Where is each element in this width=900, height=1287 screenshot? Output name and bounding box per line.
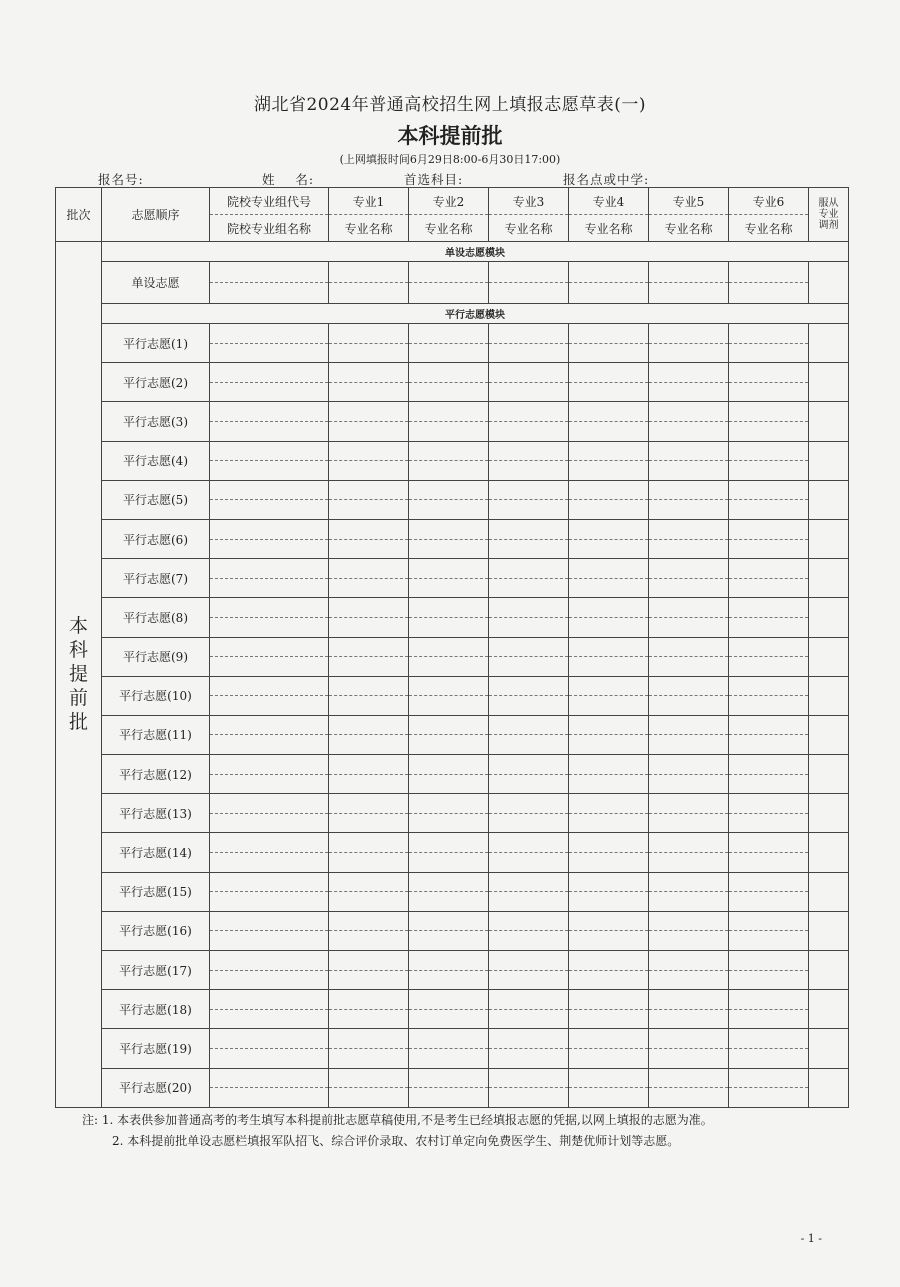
parallel-major-6-cell[interactable] <box>729 559 809 598</box>
parallel-adjust-cell[interactable] <box>809 637 849 676</box>
parallel-major-5-cell[interactable] <box>649 559 729 598</box>
single-module-heading: 单设志愿模块 <box>102 242 849 262</box>
group-code-header: 院校专业组代号 <box>210 188 329 215</box>
parallel-module-row <box>56 304 849 324</box>
parallel-major-6-cell[interactable] <box>729 1029 809 1068</box>
parallel-major-2-cell[interactable] <box>409 1029 489 1068</box>
parallel-major-4-cell[interactable] <box>569 324 649 363</box>
parallel-major-5-cell[interactable] <box>649 911 729 950</box>
parallel-major-1-cell[interactable] <box>329 872 409 911</box>
parallel-major-6-cell[interactable] <box>729 402 809 441</box>
parallel-major-1-cell[interactable] <box>329 951 409 990</box>
parallel-major-3-cell[interactable] <box>489 363 569 402</box>
parallel-major-4-cell[interactable] <box>569 637 649 676</box>
parallel-volunteer-label: 平行志愿(14) <box>102 833 210 872</box>
parallel-major-2-cell[interactable] <box>409 755 489 794</box>
parallel-major-3-cell[interactable] <box>489 715 569 754</box>
parallel-volunteer-row <box>56 911 849 950</box>
major-1-name-header: 专业名称 <box>329 215 409 242</box>
parallel-volunteer-row <box>56 990 849 1029</box>
parallel-major-2-cell[interactable] <box>409 676 489 715</box>
parallel-adjust-cell[interactable] <box>809 755 849 794</box>
parallel-major-2-cell[interactable] <box>409 1068 489 1107</box>
adjustment-header <box>809 188 849 242</box>
parallel-major-2-cell[interactable] <box>409 794 489 833</box>
parallel-adjust-cell[interactable] <box>809 324 849 363</box>
parallel-adjust-cell[interactable] <box>809 872 849 911</box>
single-major-2-cell[interactable] <box>409 262 489 304</box>
parallel-adjust-cell[interactable] <box>809 519 849 558</box>
first-subject-label: 首选科目: <box>404 172 464 187</box>
major-3-name-header: 专业名称 <box>489 215 569 242</box>
parallel-major-3-cell[interactable] <box>489 872 569 911</box>
parallel-group-cell[interactable] <box>210 911 329 950</box>
parallel-major-2-cell[interactable] <box>409 441 489 480</box>
major-6-name-header: 专业名称 <box>729 215 809 242</box>
parallel-volunteer-row <box>56 872 849 911</box>
major-2-name-header: 专业名称 <box>409 215 489 242</box>
parallel-adjust-cell[interactable] <box>809 715 849 754</box>
parallel-major-2-cell[interactable] <box>409 598 489 637</box>
parallel-major-6-cell[interactable] <box>729 480 809 519</box>
parallel-adjust-cell[interactable] <box>809 363 849 402</box>
parallel-group-cell[interactable] <box>210 363 329 402</box>
parallel-volunteer-row <box>56 363 849 402</box>
major-4-header: 专业4 <box>569 188 649 215</box>
parallel-volunteer-label: 平行志愿(20) <box>102 1068 210 1107</box>
parallel-volunteer-row <box>56 637 849 676</box>
parallel-major-3-cell[interactable] <box>489 951 569 990</box>
parallel-major-1-cell[interactable] <box>329 559 409 598</box>
parallel-major-4-cell[interactable] <box>569 1029 649 1068</box>
parallel-major-6-cell[interactable] <box>729 951 809 990</box>
parallel-major-1-cell[interactable] <box>329 598 409 637</box>
parallel-volunteer-label: 平行志愿(16) <box>102 911 210 950</box>
parallel-major-2-cell[interactable] <box>409 715 489 754</box>
name-label: 姓 名: <box>262 172 315 187</box>
parallel-major-1-cell[interactable] <box>329 676 409 715</box>
parallel-major-3-cell[interactable] <box>489 324 569 363</box>
parallel-major-6-cell[interactable] <box>729 755 809 794</box>
parallel-group-cell[interactable] <box>210 676 329 715</box>
parallel-volunteer-label: 平行志愿(5) <box>102 480 210 519</box>
parallel-major-4-cell[interactable] <box>569 519 649 558</box>
parallel-major-1-cell[interactable] <box>329 441 409 480</box>
parallel-major-5-cell[interactable] <box>649 715 729 754</box>
parallel-major-6-cell[interactable] <box>729 598 809 637</box>
parallel-major-3-cell[interactable] <box>489 441 569 480</box>
parallel-adjust-cell[interactable] <box>809 559 849 598</box>
group-name-header: 院校专业组名称 <box>210 215 329 242</box>
parallel-major-4-cell[interactable] <box>569 363 649 402</box>
parallel-adjust-cell[interactable] <box>809 1029 849 1068</box>
filling-time-note: (上网填报时间6月29日8:00-6月30日17:00) <box>339 153 561 166</box>
parallel-major-5-cell[interactable] <box>649 441 729 480</box>
parallel-major-2-cell[interactable] <box>409 402 489 441</box>
parallel-major-5-cell[interactable] <box>649 363 729 402</box>
parallel-volunteer-label: 平行志愿(10) <box>102 676 210 715</box>
single-module-row <box>56 242 849 262</box>
parallel-major-3-cell[interactable] <box>489 480 569 519</box>
parallel-major-3-cell[interactable] <box>489 676 569 715</box>
parallel-volunteer-row <box>56 324 849 363</box>
parallel-group-cell[interactable] <box>210 441 329 480</box>
parallel-volunteer-row <box>56 559 849 598</box>
parallel-major-3-cell[interactable] <box>489 1068 569 1107</box>
parallel-major-6-cell[interactable] <box>729 911 809 950</box>
parallel-major-2-cell[interactable] <box>409 637 489 676</box>
major-3-header: 专业3 <box>489 188 569 215</box>
parallel-major-5-cell[interactable] <box>649 755 729 794</box>
parallel-major-1-cell[interactable] <box>329 990 409 1029</box>
parallel-major-4-cell[interactable] <box>569 833 649 872</box>
single-major-5-cell[interactable] <box>649 262 729 304</box>
header-row-top <box>56 188 849 215</box>
single-major-3-cell[interactable] <box>489 262 569 304</box>
parallel-volunteer-label: 平行志愿(17) <box>102 951 210 990</box>
parallel-volunteer-label: 平行志愿(18) <box>102 990 210 1029</box>
parallel-volunteer-label: 平行志愿(15) <box>102 872 210 911</box>
parallel-adjust-cell[interactable] <box>809 676 849 715</box>
parallel-major-6-cell[interactable] <box>729 676 809 715</box>
parallel-group-cell[interactable] <box>210 755 329 794</box>
parallel-group-cell[interactable] <box>210 990 329 1029</box>
parallel-major-4-cell[interactable] <box>569 990 649 1029</box>
parallel-volunteer-row <box>56 794 849 833</box>
note-2: 2. 本科提前批单设志愿栏填报军队招飞、综合评价录取、农村订单定向免费医学生、荆楚优师计划等志愿。 <box>112 1134 680 1148</box>
volunteer-form-table <box>55 187 849 1108</box>
batch-char-2: 科 <box>68 639 88 662</box>
parallel-major-6-cell[interactable] <box>729 794 809 833</box>
parallel-major-1-cell[interactable] <box>329 794 409 833</box>
parallel-major-3-cell[interactable] <box>489 755 569 794</box>
parallel-major-4-cell[interactable] <box>569 872 649 911</box>
parallel-major-4-cell[interactable] <box>569 402 649 441</box>
parallel-major-6-cell[interactable] <box>729 872 809 911</box>
major-1-header: 专业1 <box>329 188 409 215</box>
parallel-major-5-cell[interactable] <box>649 872 729 911</box>
parallel-volunteer-label: 平行志愿(1) <box>102 324 210 363</box>
parallel-major-5-cell[interactable] <box>649 598 729 637</box>
parallel-adjust-cell[interactable] <box>809 990 849 1029</box>
parallel-major-2-cell[interactable] <box>409 911 489 950</box>
parallel-major-5-cell[interactable] <box>649 519 729 558</box>
parallel-major-4-cell[interactable] <box>569 715 649 754</box>
parallel-major-5-cell[interactable] <box>649 990 729 1029</box>
parallel-major-6-cell[interactable] <box>729 715 809 754</box>
parallel-volunteer-row <box>56 715 849 754</box>
batch-subtitle: 本科提前批 <box>397 124 503 148</box>
parallel-major-1-cell[interactable] <box>329 480 409 519</box>
parallel-group-cell[interactable] <box>210 715 329 754</box>
parallel-major-5-cell[interactable] <box>649 951 729 990</box>
batch-header: 批次 <box>56 188 102 242</box>
parallel-major-5-cell[interactable] <box>649 1029 729 1068</box>
parallel-group-cell[interactable] <box>210 1068 329 1107</box>
parallel-major-6-cell[interactable] <box>729 1068 809 1107</box>
major-4-name-header: 专业名称 <box>569 215 649 242</box>
parallel-group-cell[interactable] <box>210 872 329 911</box>
parallel-major-4-cell[interactable] <box>569 676 649 715</box>
parallel-volunteer-row <box>56 598 849 637</box>
parallel-volunteer-row <box>56 441 849 480</box>
single-adjust-cell[interactable] <box>809 262 849 304</box>
parallel-major-6-cell[interactable] <box>729 519 809 558</box>
parallel-volunteer-label: 平行志愿(11) <box>102 715 210 754</box>
school-label: 报名点或中学: <box>563 172 650 187</box>
major-6-header: 专业6 <box>729 188 809 215</box>
parallel-volunteer-label: 平行志愿(7) <box>102 559 210 598</box>
parallel-group-cell[interactable] <box>210 637 329 676</box>
parallel-adjust-cell[interactable] <box>809 911 849 950</box>
parallel-major-3-cell[interactable] <box>489 833 569 872</box>
parallel-volunteer-label: 平行志愿(6) <box>102 519 210 558</box>
parallel-major-2-cell[interactable] <box>409 990 489 1029</box>
parallel-major-3-cell[interactable] <box>489 598 569 637</box>
parallel-major-1-cell[interactable] <box>329 1029 409 1068</box>
parallel-major-3-cell[interactable] <box>489 794 569 833</box>
parallel-volunteer-label: 平行志愿(9) <box>102 637 210 676</box>
parallel-volunteer-row <box>56 402 849 441</box>
parallel-major-1-cell[interactable] <box>329 715 409 754</box>
parallel-group-cell[interactable] <box>210 480 329 519</box>
parallel-group-cell[interactable] <box>210 794 329 833</box>
single-group-cell[interactable] <box>210 262 329 304</box>
parallel-adjust-cell[interactable] <box>809 402 849 441</box>
parallel-volunteer-row <box>56 1068 849 1107</box>
parallel-major-6-cell[interactable] <box>729 990 809 1029</box>
parallel-volunteer-label: 平行志愿(3) <box>102 402 210 441</box>
parallel-major-3-cell[interactable] <box>489 637 569 676</box>
form-title: 湖北省2024年普通高校招生网上填报志愿草表(一) <box>253 95 647 115</box>
parallel-volunteer-label: 平行志愿(2) <box>102 363 210 402</box>
parallel-volunteer-row <box>56 480 849 519</box>
adjustment-header-line1: 服从 <box>818 198 839 209</box>
batch-name-cell <box>56 242 102 1108</box>
single-volunteer-row <box>56 262 849 304</box>
parallel-group-cell[interactable] <box>210 559 329 598</box>
parallel-group-cell[interactable] <box>210 519 329 558</box>
parallel-major-5-cell[interactable] <box>649 637 729 676</box>
single-major-1-cell[interactable] <box>329 262 409 304</box>
parallel-major-4-cell[interactable] <box>569 755 649 794</box>
parallel-major-4-cell[interactable] <box>569 951 649 990</box>
parallel-major-2-cell[interactable] <box>409 519 489 558</box>
single-major-4-cell[interactable] <box>569 262 649 304</box>
parallel-major-4-cell[interactable] <box>569 598 649 637</box>
major-5-name-header: 专业名称 <box>649 215 729 242</box>
parallel-adjust-cell[interactable] <box>809 833 849 872</box>
single-major-6-cell[interactable] <box>729 262 809 304</box>
parallel-major-1-cell[interactable] <box>329 911 409 950</box>
parallel-module-heading: 平行志愿模块 <box>102 304 849 324</box>
parallel-major-3-cell[interactable] <box>489 519 569 558</box>
parallel-major-1-cell[interactable] <box>329 755 409 794</box>
parallel-major-1-cell[interactable] <box>329 363 409 402</box>
adjustment-header-line2: 专业 <box>818 209 839 220</box>
parallel-adjust-cell[interactable] <box>809 598 849 637</box>
parallel-major-3-cell[interactable] <box>489 559 569 598</box>
parallel-major-6-cell[interactable] <box>729 441 809 480</box>
parallel-adjust-cell[interactable] <box>809 480 849 519</box>
parallel-group-cell[interactable] <box>210 1029 329 1068</box>
batch-char-1: 本 <box>68 615 88 638</box>
parallel-major-6-cell[interactable] <box>729 324 809 363</box>
parallel-major-6-cell[interactable] <box>729 833 809 872</box>
parallel-volunteer-row <box>56 951 849 990</box>
parallel-major-3-cell[interactable] <box>489 402 569 441</box>
parallel-major-5-cell[interactable] <box>649 324 729 363</box>
parallel-major-3-cell[interactable] <box>489 911 569 950</box>
parallel-volunteer-label: 平行志愿(19) <box>102 1029 210 1068</box>
parallel-volunteer-row <box>56 1029 849 1068</box>
parallel-volunteer-row <box>56 755 849 794</box>
parallel-major-2-cell[interactable] <box>409 833 489 872</box>
parallel-adjust-cell[interactable] <box>809 794 849 833</box>
adjustment-header-line3: 调剂 <box>818 220 839 231</box>
parallel-volunteer-row <box>56 833 849 872</box>
batch-char-3: 提 <box>68 663 88 686</box>
parallel-major-4-cell[interactable] <box>569 559 649 598</box>
parallel-major-6-cell[interactable] <box>729 637 809 676</box>
parallel-major-2-cell[interactable] <box>409 559 489 598</box>
parallel-major-2-cell[interactable] <box>409 324 489 363</box>
parallel-major-5-cell[interactable] <box>649 480 729 519</box>
parallel-group-cell[interactable] <box>210 598 329 637</box>
parallel-group-cell[interactable] <box>210 402 329 441</box>
parallel-major-2-cell[interactable] <box>409 872 489 911</box>
parallel-major-4-cell[interactable] <box>569 480 649 519</box>
parallel-major-4-cell[interactable] <box>569 911 649 950</box>
parallel-major-5-cell[interactable] <box>649 402 729 441</box>
notes-section <box>82 1110 713 1152</box>
parallel-major-4-cell[interactable] <box>569 1068 649 1107</box>
parallel-major-2-cell[interactable] <box>409 951 489 990</box>
parallel-volunteer-label: 平行志愿(8) <box>102 598 210 637</box>
parallel-major-1-cell[interactable] <box>329 402 409 441</box>
parallel-volunteer-row <box>56 676 849 715</box>
parallel-major-1-cell[interactable] <box>329 833 409 872</box>
parallel-major-4-cell[interactable] <box>569 794 649 833</box>
parallel-group-cell[interactable] <box>210 833 329 872</box>
parallel-group-cell[interactable] <box>210 951 329 990</box>
page-number: - 1 - <box>800 1232 822 1245</box>
parallel-major-4-cell[interactable] <box>569 441 649 480</box>
parallel-volunteer-label: 平行志愿(4) <box>102 441 210 480</box>
parallel-volunteer-label: 平行志愿(13) <box>102 794 210 833</box>
parallel-major-1-cell[interactable] <box>329 519 409 558</box>
parallel-volunteer-label: 平行志愿(12) <box>102 755 210 794</box>
parallel-major-3-cell[interactable] <box>489 1029 569 1068</box>
parallel-major-5-cell[interactable] <box>649 1068 729 1107</box>
parallel-major-5-cell[interactable] <box>649 676 729 715</box>
batch-char-4: 前 <box>68 687 88 710</box>
major-2-header: 专业2 <box>409 188 489 215</box>
parallel-major-1-cell[interactable] <box>329 637 409 676</box>
batch-char-5: 批 <box>68 711 88 734</box>
parallel-major-5-cell[interactable] <box>649 833 729 872</box>
parallel-adjust-cell[interactable] <box>809 441 849 480</box>
parallel-major-6-cell[interactable] <box>729 363 809 402</box>
note-1: 注: 1. 本表供参加普通高考的考生填写本科提前批志愿草稿使用,不是考生已经填报志愿的凭据,以网上填报的志愿为准。 <box>82 1113 713 1127</box>
order-header: 志愿顺序 <box>102 188 210 242</box>
parallel-major-2-cell[interactable] <box>409 480 489 519</box>
parallel-major-1-cell[interactable] <box>329 324 409 363</box>
parallel-group-cell[interactable] <box>210 324 329 363</box>
parallel-adjust-cell[interactable] <box>809 951 849 990</box>
parallel-volunteer-row <box>56 519 849 558</box>
parallel-major-5-cell[interactable] <box>649 794 729 833</box>
parallel-adjust-cell[interactable] <box>809 1068 849 1107</box>
registration-number-label: 报名号: <box>98 172 144 187</box>
single-volunteer-label: 单设志愿 <box>102 262 210 304</box>
major-5-header: 专业5 <box>649 188 729 215</box>
parallel-major-1-cell[interactable] <box>329 1068 409 1107</box>
parallel-major-3-cell[interactable] <box>489 990 569 1029</box>
parallel-major-2-cell[interactable] <box>409 363 489 402</box>
